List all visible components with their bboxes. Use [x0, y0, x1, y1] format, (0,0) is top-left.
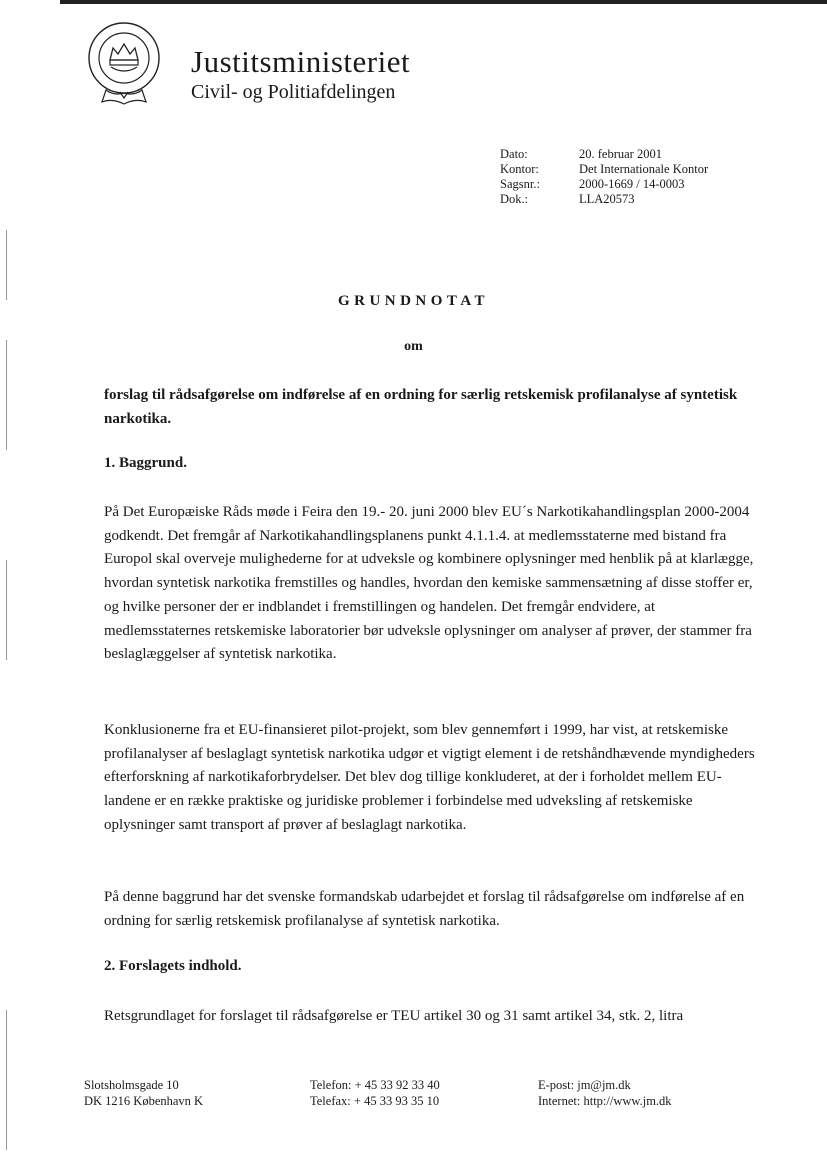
meta-label: Dok.:: [500, 192, 529, 206]
meta-value: LLA20573: [579, 192, 635, 206]
footer-fax: Telefax: + 45 33 93 35 10: [310, 1094, 440, 1108]
footer-street: Slotsholmsgade 10: [84, 1078, 179, 1092]
paragraph-background-1: På Det Europæiske Råds møde i Feira den 19.- 20. juni 2000 blev EU´s Narkotikahandlingsplan 2000-2004 godkendt. Det fremgår af Narkotikahandlingsplanens punkt 4.1.1.4. at medlemsstaterne med bistand fra Europol skal overveje mulighederne for at udveksle og kombinere oplysninger med henblik på at klarlægge, hvordan syntetisk narkotika fremstilles og handles, hvordan den kemiske sammensætning af disse stoffer er, og hvilke personer der er indblandet i fremstillingen og handelen. Det fremgår endvidere, at medlemsstaternes retskemiske laboratorier bør udveksle oplysninger om analyser af prøver, der stammer fra beslaglæggelser af syntetisk narkotika.: [104, 504, 754, 663]
scan-margin-line: [6, 230, 7, 300]
department-name: Civil- og Politiafdelingen: [191, 81, 396, 103]
meta-value: 2000-1669 / 14-0003: [579, 177, 685, 191]
meta-label: Sagsnr.:: [500, 177, 540, 191]
meta-value: Det Internationale Kontor: [579, 162, 709, 176]
footer-city: DK 1216 København K: [84, 1094, 204, 1108]
scan-margin-line: [6, 340, 7, 450]
ministry-seal-icon: [84, 20, 164, 110]
footer-phone-block: [310, 1077, 440, 1109]
meta-row-office: [500, 162, 708, 177]
footer-contact-block: [538, 1077, 672, 1109]
footer-address: [84, 1077, 203, 1109]
meta-label: Kontor:: [500, 162, 539, 176]
footer-internet: Internet: http://www.jm.dk: [538, 1094, 672, 1108]
meta-label: Dato:: [500, 147, 528, 161]
meta-row-case-number: [500, 177, 708, 192]
top-border-line: [60, 0, 827, 4]
footer-phone: Telefon: + 45 33 92 33 40: [310, 1078, 440, 1092]
meta-row-document: [500, 192, 708, 207]
document-subject: forslag til rådsafgørelse om indførelse af en ordning for særlig retskemisk profilanalyse af syntetisk narkotika.: [104, 387, 738, 427]
scan-margin-line: [6, 560, 7, 660]
paragraph-background-2: Konklusionerne fra et EU-finansieret pilot-projekt, som blev gennemført i 1999, har vist, at retskemiske profilanalyser af beslaglagt syntetisk narkotika udgør et vigtigt element i de retshåndhævende myndigheders efterforskning af narkotikaforbrydelser. Det blev dog tillige konkluderet, at der i forholdet mellem EU-landene er en række praktiske og juridiske problemer i forbindelse med udveksling af retskemiske oplysninger samt transport af prøver af beslaglagt narkotika.: [104, 722, 755, 833]
paragraph-background-3: På denne baggrund har det svenske formandskab udarbejdet et forslag til rådsafgørelse om indførelse af en ordning for særlig retskemisk profilanalyse af syntetisk narkotika.: [104, 889, 745, 929]
document-title-connector: om: [404, 339, 423, 354]
document-title: GRUNDNOTAT: [337, 293, 490, 309]
document-metadata: [500, 147, 708, 207]
section-1-heading: 1. Baggrund.: [104, 455, 187, 471]
footer-email: E-post: jm@jm.dk: [538, 1078, 631, 1092]
ministry-name: Justitsministeriet: [191, 44, 411, 79]
section-2-heading: 2. Forslagets indhold.: [104, 958, 242, 974]
meta-row-date: [500, 147, 708, 162]
meta-value: 20. februar 2001: [579, 147, 662, 161]
scan-margin-line: [6, 1010, 7, 1150]
paragraph-content-1: Retsgrundlaget for forslaget til rådsafgørelse er TEU artikel 30 og 31 samt artikel 34, stk. 2, litra: [104, 1008, 684, 1024]
